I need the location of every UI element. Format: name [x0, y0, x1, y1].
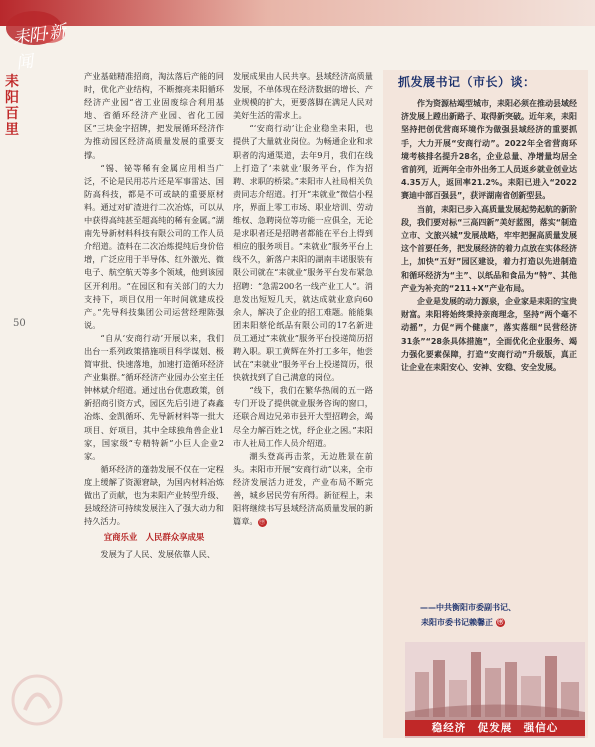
sidebar-paragraph: 当前，耒阳已步入高质量发展起势起航的新阶段，我们要对标“三高四新”美好蓝图，落实“制造立市、文旅兴城”发展战略，牢牢把握高质量发展这个首要任务，把发展经济的着力点放在实体经济上，加快“五好”园区建设，着力打造以先进制造和循环经济为“主”、以纸品和食品为“特”、其他产业为补充的“211+X”产业布局。	[401, 204, 577, 293]
city-skyline-icon	[405, 642, 585, 722]
section-label: 耒阳百里	[5, 74, 19, 138]
article-column-2	[233, 70, 373, 528]
banner-slogan: 稳经济 促发展 强信心	[405, 720, 585, 736]
sidebar-title: 抓发展书记（市长）谈：	[398, 75, 536, 89]
paragraph: “锡、铋等稀有金属应用相当广泛，不论是民用芯片还是军事雷达、国防高科技，都是不可或缺的重要原材料。通过对矿渣进行二次冶炼，可以从中获得高纯甚至超高纯的稀有金属。”湖南先导新材料科技有限公司的工作人员介绍道。渣料在二次冶炼提纯后身价倍增，广泛应用于半导体、红外激光、微电子、航空航天等多个领域，他到该园区开利用。“在园区和有关部门的大力支持下，项目仅用一年时间就建成投产。”先导科技集团公司运营经理陈强说。	[84, 162, 224, 330]
paragraph: “线下，我们在繁华热闹的五一路专门开设了提供就业服务咨询的窗口，还联合周边兄弟市县开大型招聘会，竭尽全力解百姓之忧，纾企业之困。”耒阳市人社局工作人员介绍道。	[233, 385, 373, 448]
end-mark-icon: ㊥	[497, 619, 504, 626]
paragraph: 产业基础精准招商，淘汰落后产能的同时，优化产业结构，不断擦亮耒阳循环经济产业园“省工业固废综合利用基地、省循环经济产业园、省化工园区”三块金字招牌，把发展循环经济作为推动园区经济高质量发展的重要支撑。	[84, 71, 224, 160]
signature-line-2	[421, 617, 505, 628]
watermark-emblem-icon	[10, 670, 64, 730]
sidebar-body	[401, 97, 577, 374]
paragraph: “自从‘安商行动’开展以来，我们出台一系列政策措施项目科学谋划、极简审批、快速落地，加速打造循环经济产业集群。”循环经济产业园办公室主任钟林斌介绍道。通过出台优惠政策，创新招商引资方式，园区先后引进了森鑫冶炼、金凯循环、先导新材料等一批大项目、好项目，其中全球独角兽企业1家，国家级“专精特新”小巨人企业2家。	[84, 332, 224, 461]
paragraph-text: 潮头登高再击浆，无边胜景在前头。耒阳市开展“安商行动”以来，全市经济发展活力迸发，产业布局不断完善，城乡居民劳有所得。新征程上，耒阳将继续书写县域经济高质量发展的新篇章。	[233, 450, 373, 527]
paragraph: 循环经济的蓬勃发展不仅在一定程度上缓解了资源窘缺，为国内材料冶炼做出了贡献，也为耒阳产业转型升级、县域经济可持续发展注入了强大动力和持久活力。	[84, 463, 224, 527]
paragraph: 发展成果由人民共享。县域经济高质量发展，不单体现在经济数据的增长、产业规模的扩大，更要落脚在满足人民对美好生活的需求上。	[233, 71, 373, 121]
city-banner-image	[405, 642, 585, 738]
logo-text: 耒阳·新闻	[11, 21, 67, 74]
signature-line-1: ——中共衡阳市委副书记、	[420, 603, 516, 612]
signature-name: 耒阳市委书记赖馨正	[421, 618, 493, 627]
page-number: 50	[13, 318, 26, 329]
top-decor-band	[0, 0, 595, 26]
magazine-logo	[4, 6, 70, 74]
sidebar-paragraph: 作为资源枯竭型城市，耒阳必须在推动县域经济发展上蹚出新路子、取得新突破。近年来，耒阳坚持把创优营商环境作为做强县域经济的重要抓手，大力开展“安商行动”。2022年全省营商环境考核排名提升28名，企业总量、净增量均居全省前列，近两年全市外出务工人员返乡就业创业达4.35万人，返回率21.2%。耒阳已进入“2022赛迪中部百强县”，获评湖南省创新型县。	[401, 99, 577, 201]
paragraph: 发展为了人民、发展依靠人民、	[100, 549, 216, 560]
paragraph: “‘安商行动’让企业稳坐耒阳，也提供了大量就业岗位。为畅通企业和求职者的沟通渠道，去年9月，我们在线上打造了‘耒就业’服务平台，作为招聘、求职的桥梁。”耒阳市人社局相关负责同志介绍道。打开“耒就业”微信小程序，界面上零工市场、职业培训、劳动维权、急聘岗位等功能一应俱全，无论是求职者还是招聘者都能在平台上得到相应的服务项目。“耒就业”服务平台上线不久，新落户耒阳的湖南丰诺服装有限公司就在“耒就业”服务平台发布紧急招聘：“急需200名一线产业工人”。消息发出短短几天，就达成就业意向60余人，解决了企业的招工难题。能能集团耒阳蔡伦纸品有限公司的17名新进员工通过“耒就业”服务平台投递简历招聘入职。职工黄辉在外打工多年，他尝试在“耒就业”服务平台上投递简历，很快就找到了自己满意的岗位。	[233, 123, 373, 383]
paragraph	[233, 450, 373, 529]
section-subheading: 宜商乐业 人民群众享成果	[103, 532, 205, 543]
end-mark-icon: ㊥	[259, 518, 266, 526]
sidebar-paragraph: 企业是发展的动力源泉，企业家是耒阳的宝贵财富。耒阳将始终秉持亲商理念，坚持“两个毫不动摇”，力促“两个健康”，落实落细“民营经济31条”“28条具体措施”，全面优化企业服务、竭力强化要素保障，打造“安商行动”升级版，真正让企业在耒阳安心、安神、安稳、安全发展。	[401, 297, 577, 373]
article-column-1	[84, 70, 224, 561]
